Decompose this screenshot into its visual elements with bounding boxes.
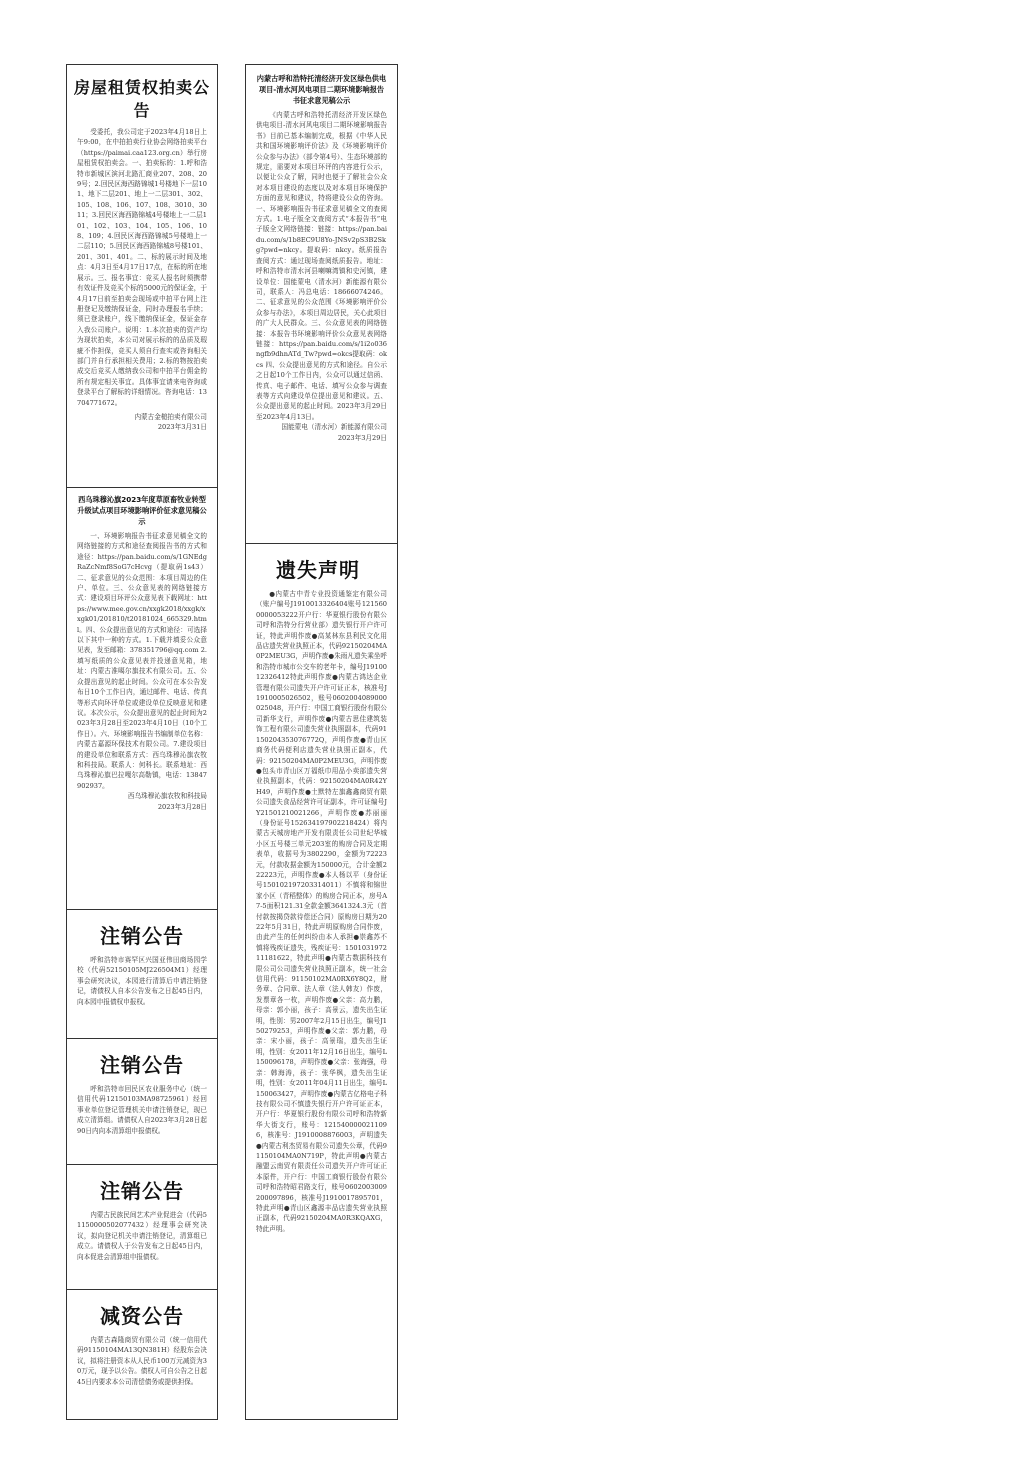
capital-reduction-title: 减资公告 — [100, 1304, 184, 1328]
cancellation-body-1: 呼和浩特市赛罕区兴国亚伟田商场园学校（代码52150105MJ226504M1）经理事会研究决议，本园进行清算后申请注销登记，请债权人自本公告发布之日起45日内，向本园申报债权申报权。 — [77, 956, 207, 1006]
cancellation-body-3: 内蒙古民族民间艺术产业促进会（代码51150000502077432）经理事会研究决议，拟向登记机关申请注销登记，清算组已成立。请债权人于公告发布之日起45日内，向本促进会清算组申报债权。 — [77, 1211, 207, 1261]
wind-power-eia-signer: 国能蒙电（清水河）新能源有限公司 — [281, 423, 387, 432]
rental-auction-date: 2023年3月31日 — [157, 423, 207, 432]
eia-notice-date: 2023年3月28日 — [157, 802, 207, 811]
capital-reduction-notice — [67, 1290, 217, 1419]
cancellation-body-2: 呼和浩特市回民区农业服务中心（统一信用代码12150103MA98725961）经回事业单位登记管理机关申请注销登记，现已成立清算组。请债权人自2023年3月28日起90日内向本清算组申报债权。 — [77, 1085, 207, 1135]
wind-power-eia-date: 2023年3月29日 — [337, 433, 387, 442]
capital-reduction-body: 内蒙古森隆商贸有限公司（统一信用代码91150104MA13QN381H）经股东会决议，拟将注册资本从人民币100万元减资为30万元，现予以公告。债权人可自公告之日起45日内要求本公司清偿债务或提供担保。 — [77, 1336, 207, 1386]
lost-notices-title: 遗失声明 — [276, 558, 360, 582]
eia-notice-signer: 西乌珠穆沁旗农牧和科技局 — [127, 792, 207, 801]
rental-auction-title: 房屋租赁权拍卖公告 — [73, 78, 210, 120]
wind-power-eia-notice — [246, 65, 397, 543]
cancellation-notice-2 — [67, 1039, 217, 1164]
rental-auction-body: 受委托，我公司定于2023年4月18日上午9:00，在中拍拍卖行业协会网络拍卖平台（https://paimai.caa123.org.cn）举行房屋租赁权拍卖会。一、拍卖标的：1.呼和浩特市新城区滨河北路汇商业207、208、209号；2.回民区海西路锦城1号楼地下一层101、地下二层201、地上一二层301、302、105、108、106、107、108、3010、3011；3.回民区海西路锦城4号楼地上一二层101、102、103、104、105、106、108、109；4.回民区海西路锦城5号楼地上一二层110；5.回民区海西路锦城8号楼101、201、301、401。二、标的展示时间及地点：4月3日至4月17日17点，在标的所在地展示。三、报名事宜：竞买人报名时须携带有效证件及竞买个标的5000元的保证金，于4月17日前至拍卖会现场或中拍平台网上注册登记及缴纳保证金，同时办理报名手续；须已登录账户，线下缴纳保证金，保证金存入我公司账户。说明：1.本次拍卖的资产均为现状拍卖，本公司对展示标的的品质及瑕疵不作担保，竞买人须自行查实或咨询相关部门并自行承担相关费用；2.标的物按拍卖成交后竞买人缴纳我公司和中拍平台佣金的所有规定相关事宜。具体事宜请来电咨询或登录平台了解标的详细情况。咨询电话：13704771672。 — [77, 128, 207, 407]
eia-notice-title: 西乌珠穆沁旗2023年度草原畜牧业转型升级试点项目环境影响评价征求意见稿公示 — [77, 495, 207, 526]
wind-power-eia-body: 《内蒙古呼和浩特托清经济开发区绿色供电项目-清水河风电项目二期环境影响报告书》目前已基本编制完成，根据《中华人民共和国环境影响评价法》及《环境影响评价公众参与办法》（部令第4号）、生态环境部的规定，需要对本项目环评的内容进行公示，以便让公众了解，同时也便于了解社会公众对本项目建设的态度以及对本项目环境保护方面的意见和建议，特将建设公众的咨询。一、环境影响报告书征求意见稿全文的查阅方式。1.电子版全文查阅方式“本报告书”电子版全文网络链接：链接：https://pan.baidu.com/s/1b8EC9U8Yo-JNSv2pS3B2Skg?pwd=nkcy。提取码：nkcy。纸质报告查阅方式：通过现场查阅纸质报告。地址：呼和浩特市清水河县喇嘛湾镇和史河镇，建设单位：国能蒙电（清水河）新能源有限公司，联系人：冯总电话：18666074246。二、征求意见的公众范围《环境影响评价公众参与办法》，本项目周边居民，关心此项目的广大人民群众。三、公众意见表的网络链接：本报告书环境影响评价公众意见表网络链接：https://pan.baidu.com/s/1i2o036ngfb9dhnATd_Tw?pwd=okcs提取码：okcs 四、公众提出意见的方式和途径。自公示之日起10个工作日内，公众可以通过信函、传真、电子邮件、电话、填写公众参与调查表等方式向建设单位提出意见和建议。五、公众提出意见的起止时间。2023年3月29日至2023年4月13日。 — [256, 111, 387, 421]
eia-notice-body: 一、环境影响报告书征求意见稿全文的网络链接的方式和途径查阅报告书的方式和途径：https://pan.baidu.com/s/1GNEdgRaZcNmf8SoG7cHcvg（提取码1s43）二、征求意见的公众范围：本项目周边的住户、单位。三、公众意见表的网络链接方式：建设项目环评公众意见表下载网址：https://www.mee.gov.cn/xxgk2018/xxgk/xxgk01/201810/t20181024_665329.html。四、公众提出意见的方式和途径：可选择以下其中一种的方式。1.下载并填妥公众意见表，发至邮箱：378351796@qq.com 2.填写纸质的公众意见表并投递意见箱，地址：内蒙古准噶尔旗技术有限公司。五、公众提出意见的起止时间。公众可在本公告发布日10个工作日内，通过邮件、电话、传真等形式向环评单位或建设单位反映意见和建议。本次公示，公众提出意见的起止时间为2023年3月28日至2023年4月10日（10个工作日）。六、环境影响报告书编制单位名称：内蒙古嘉源环保技术有限公司。7.建设项目的建设单位和联系方式：西乌珠穆沁旗农牧和科技局。联系人：何科长。联系地址：西乌珠穆沁旗巴拉嘎尔高勒镇，电话：13847902937。 — [77, 532, 207, 790]
cancellation-title-1: 注销公告 — [100, 924, 184, 948]
lost-notices-body: ●内蒙古中青专业投资通鉴定有限公司（账户编号J1910013326404账号1215600000053222开户行：华夏银行股份有限公司呼和浩特分行营业部）遗失银行开户许可证，特此声明作废●高某林东县利民文化用品店遗失营业执照正本，代码92150204MA0P2MEU3G，声明作废●朱雨凡遗失乘坐呼和浩特市城市公交车的老年卡，编号J1910012326412特此声明作废●内蒙古鸿达企业管理有限公司遗失开户许可证正本，核准号J1910005026502，账号0602004089000025048，开户行：中国工商银行股份有限公司新华支行，声明作废●内蒙古思佳建筑装饰工程有限公司遗失营业执照副本，代码91150204353076772Q，声明作废●青山区商务代码便利店遗失营业执照正副本，代码：92150204MA0P2MEU3G，声明作废●包头市青山区万福纸巾用品小卖部遗失营业执照副本，代码：92150204MA0R42YH49，声明作废●土默特左旗鑫鑫商贸有限公司遗失食品经营许可证副本，许可证编号JY21501210021266，声明作废●苏丽丽（身份证号152634197902218424）将内蒙古天城房地产开发有限责任公司世纪华城小区五号楼三单元203室的购房合同及定期表单，收据号为3802290，金额为72223元，付款收据金额为150000元，合计金额222223元，声明作废●本人杨以平（身份证号150102197203314011）不慎将和锦世家小区（青稻整体）的购房合同正本，房号A7-5面积121.31全款金额3641324.3元（首付款按揭贷款待偿还合同）原购房日期为2022年5月31日，特此声明原购房合同作废，由此产生的任何纠纷由本人承担●崇鑫苏不慎将残疾证遗失，残疾证号：150103197211181622，特此声明●内蒙古数据科技有限公司公司遗失营业执照正副本，统一社会信用代码：91150102MA0RX6Y8Q2，财务章、合同章、法人章（法人韩友）作废，发票章各一枚，声明作废●父亲：高力鹏，母亲：郭小丽，孩子：高景云，遗失出生证明，性别：男2007年2月15日出生，编号J150279253，声明作废●父亲：郭力鹏，母亲：宋小丽，孩子：高景瑞，遗失出生证明，性别：女2011年12月16日出生，编号L150096178，声明作废●父亲：张海强，母亲：韩海涛，孩子：张华枫，遗失出生证明，性别：女2011年04月11日出生，编号L150063427，声明作废●内蒙古亿格电子科技有限公司不慎遗失银行开户许可证正本，开户行：华夏银行股份有限公司呼和浩特新华大街支行，账号：1215400000211096，核准号：J1910008876003，声明遗失●内蒙古利杰贸易有限公司遗失公章，代码91150104MA0N719P，特此声明●内蒙古融盟云南贸有限责任公司遗失开户许可证正本原件，开户行：中国工商银行股份有限公司呼和浩特昭君路支行，账号0602003009200097896，核准号J1910017895701，特此声明●青山区鑫源丰品店遗失营业执照正副本，代码92150204MA0R3KQAXG，特此声明。 — [256, 590, 387, 1233]
left-column — [66, 64, 218, 1420]
cancellation-title-2: 注销公告 — [100, 1053, 184, 1077]
eia-notice — [67, 488, 217, 908]
rental-auction-signer: 内蒙古金槌拍卖有限公司 — [134, 412, 207, 421]
right-column — [245, 64, 398, 1420]
lost-notices — [246, 544, 397, 1419]
wind-power-eia-title: 内蒙古呼和浩特托清经济开发区绿色供电项目-清水河风电项目二期环境影响报告书征求意见稿公示 — [256, 74, 387, 105]
cancellation-notice-3 — [67, 1165, 217, 1289]
rental-auction-notice — [67, 65, 217, 487]
cancellation-notice-1 — [67, 910, 217, 1038]
cancellation-title-3: 注销公告 — [100, 1179, 184, 1203]
